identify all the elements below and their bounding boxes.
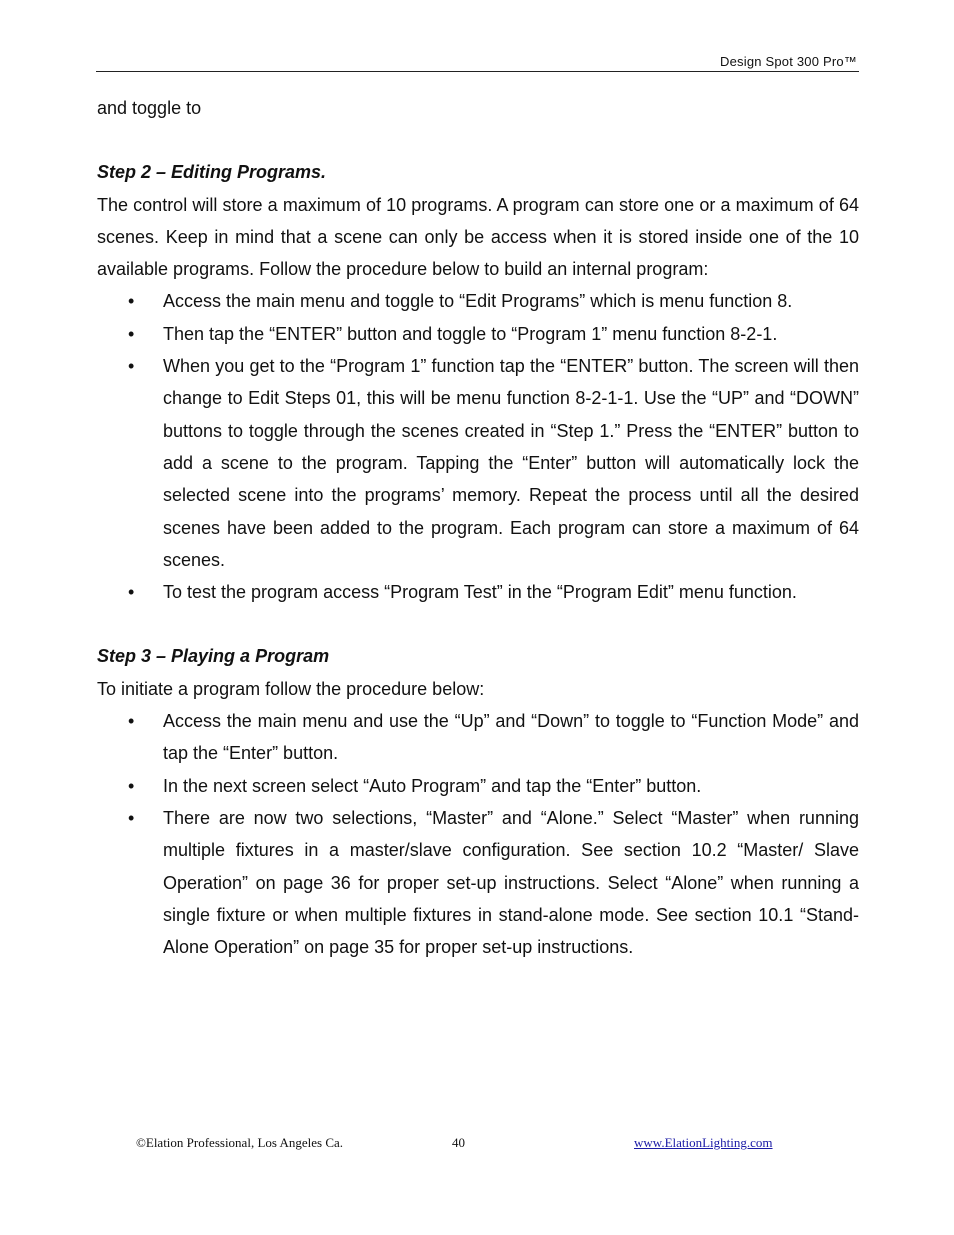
list-item-text: Access the main menu and use the “Up” and “Down” to toggle to “Function Mode” and tap the “Enter” button. bbox=[163, 711, 859, 764]
footer-website-link[interactable]: www.ElationLighting.com bbox=[634, 1135, 773, 1150]
step2-heading: Step 2 – Editing Programs. bbox=[97, 162, 327, 183]
list-item-text: To test the program access “Program Test” in the “Program Edit” menu function. bbox=[163, 582, 797, 603]
list-item-text: In the next screen select “Auto Program” and tap the “Enter” button. bbox=[163, 775, 702, 796]
bullet-icon: • bbox=[128, 775, 135, 796]
list-item bbox=[97, 802, 859, 963]
bullet-icon: • bbox=[128, 711, 135, 732]
list-item bbox=[97, 350, 859, 576]
step3-paragraph: To initiate a program follow the procedure below: bbox=[97, 678, 485, 699]
list-item-text: Access the main menu and toggle to “Edit Programs” which is menu function 8. bbox=[163, 291, 793, 312]
spacer bbox=[97, 608, 859, 640]
list-item-text: There are now two selections, “Master” and “Alone.” Select “Master” when running multiple fixtures in a master/slave configuration. See section 10.2 “Master/ Slave Operation” on page 36 for proper set-up instructions. Select “Alone” when running a single fixture or when multiple fixtures in stand-alone mode. See section 10.1 “Stand-Alone Operation” on page 35 for proper set-up instructions. bbox=[163, 807, 859, 958]
header-divider bbox=[96, 71, 859, 72]
bullet-icon: • bbox=[128, 323, 135, 344]
spacer bbox=[97, 124, 859, 156]
bullet-icon: • bbox=[128, 356, 135, 377]
bullet-icon: • bbox=[128, 291, 135, 312]
list-item bbox=[97, 770, 859, 802]
list-item-text: Then tap the “ENTER” button and toggle to “Program 1” menu function 8-2-1. bbox=[163, 323, 778, 344]
step2-paragraph: The control will store a maximum of 10 programs. A program can store one or a maximum of 64 scenes. Keep in mind that a scene can only be access when it is stored inside one of the 10 available programs. Follow the procedure below to build an internal program: bbox=[97, 194, 859, 280]
list-item bbox=[97, 705, 859, 770]
page-body bbox=[97, 92, 859, 963]
list-item bbox=[97, 318, 859, 350]
intro-text: and toggle to bbox=[97, 98, 202, 118]
step3-bullet-list bbox=[97, 705, 859, 963]
list-item bbox=[97, 285, 859, 317]
page-number: 40 bbox=[452, 1135, 465, 1150]
step2-bullet-list bbox=[97, 285, 859, 608]
bullet-icon: • bbox=[128, 807, 135, 828]
footer-copyright: ©Elation Professional, Los Angeles Ca. bbox=[136, 1135, 344, 1150]
running-header-title: Design Spot 300 Pro™ bbox=[720, 54, 857, 69]
list-item-text: When you get to the “Program 1” function tap the “ENTER” button. The screen will then change to Edit Steps 01, this will be menu function 8-2-1-1. Use the “UP” and “DOWN” buttons to toggle through the scenes created in “Step 1.” Press the “ENTER” button to add a scene to the program. Tapping the “Enter” button will automatically lock the selected scene into the programs’ memory. Repeat the process until all the desired scenes have been added to the program. Each program can store a maximum of 64 scenes. bbox=[163, 356, 859, 570]
step3-heading: Step 3 – Playing a Program bbox=[97, 646, 330, 667]
list-item bbox=[97, 576, 859, 608]
bullet-icon: • bbox=[128, 582, 135, 603]
